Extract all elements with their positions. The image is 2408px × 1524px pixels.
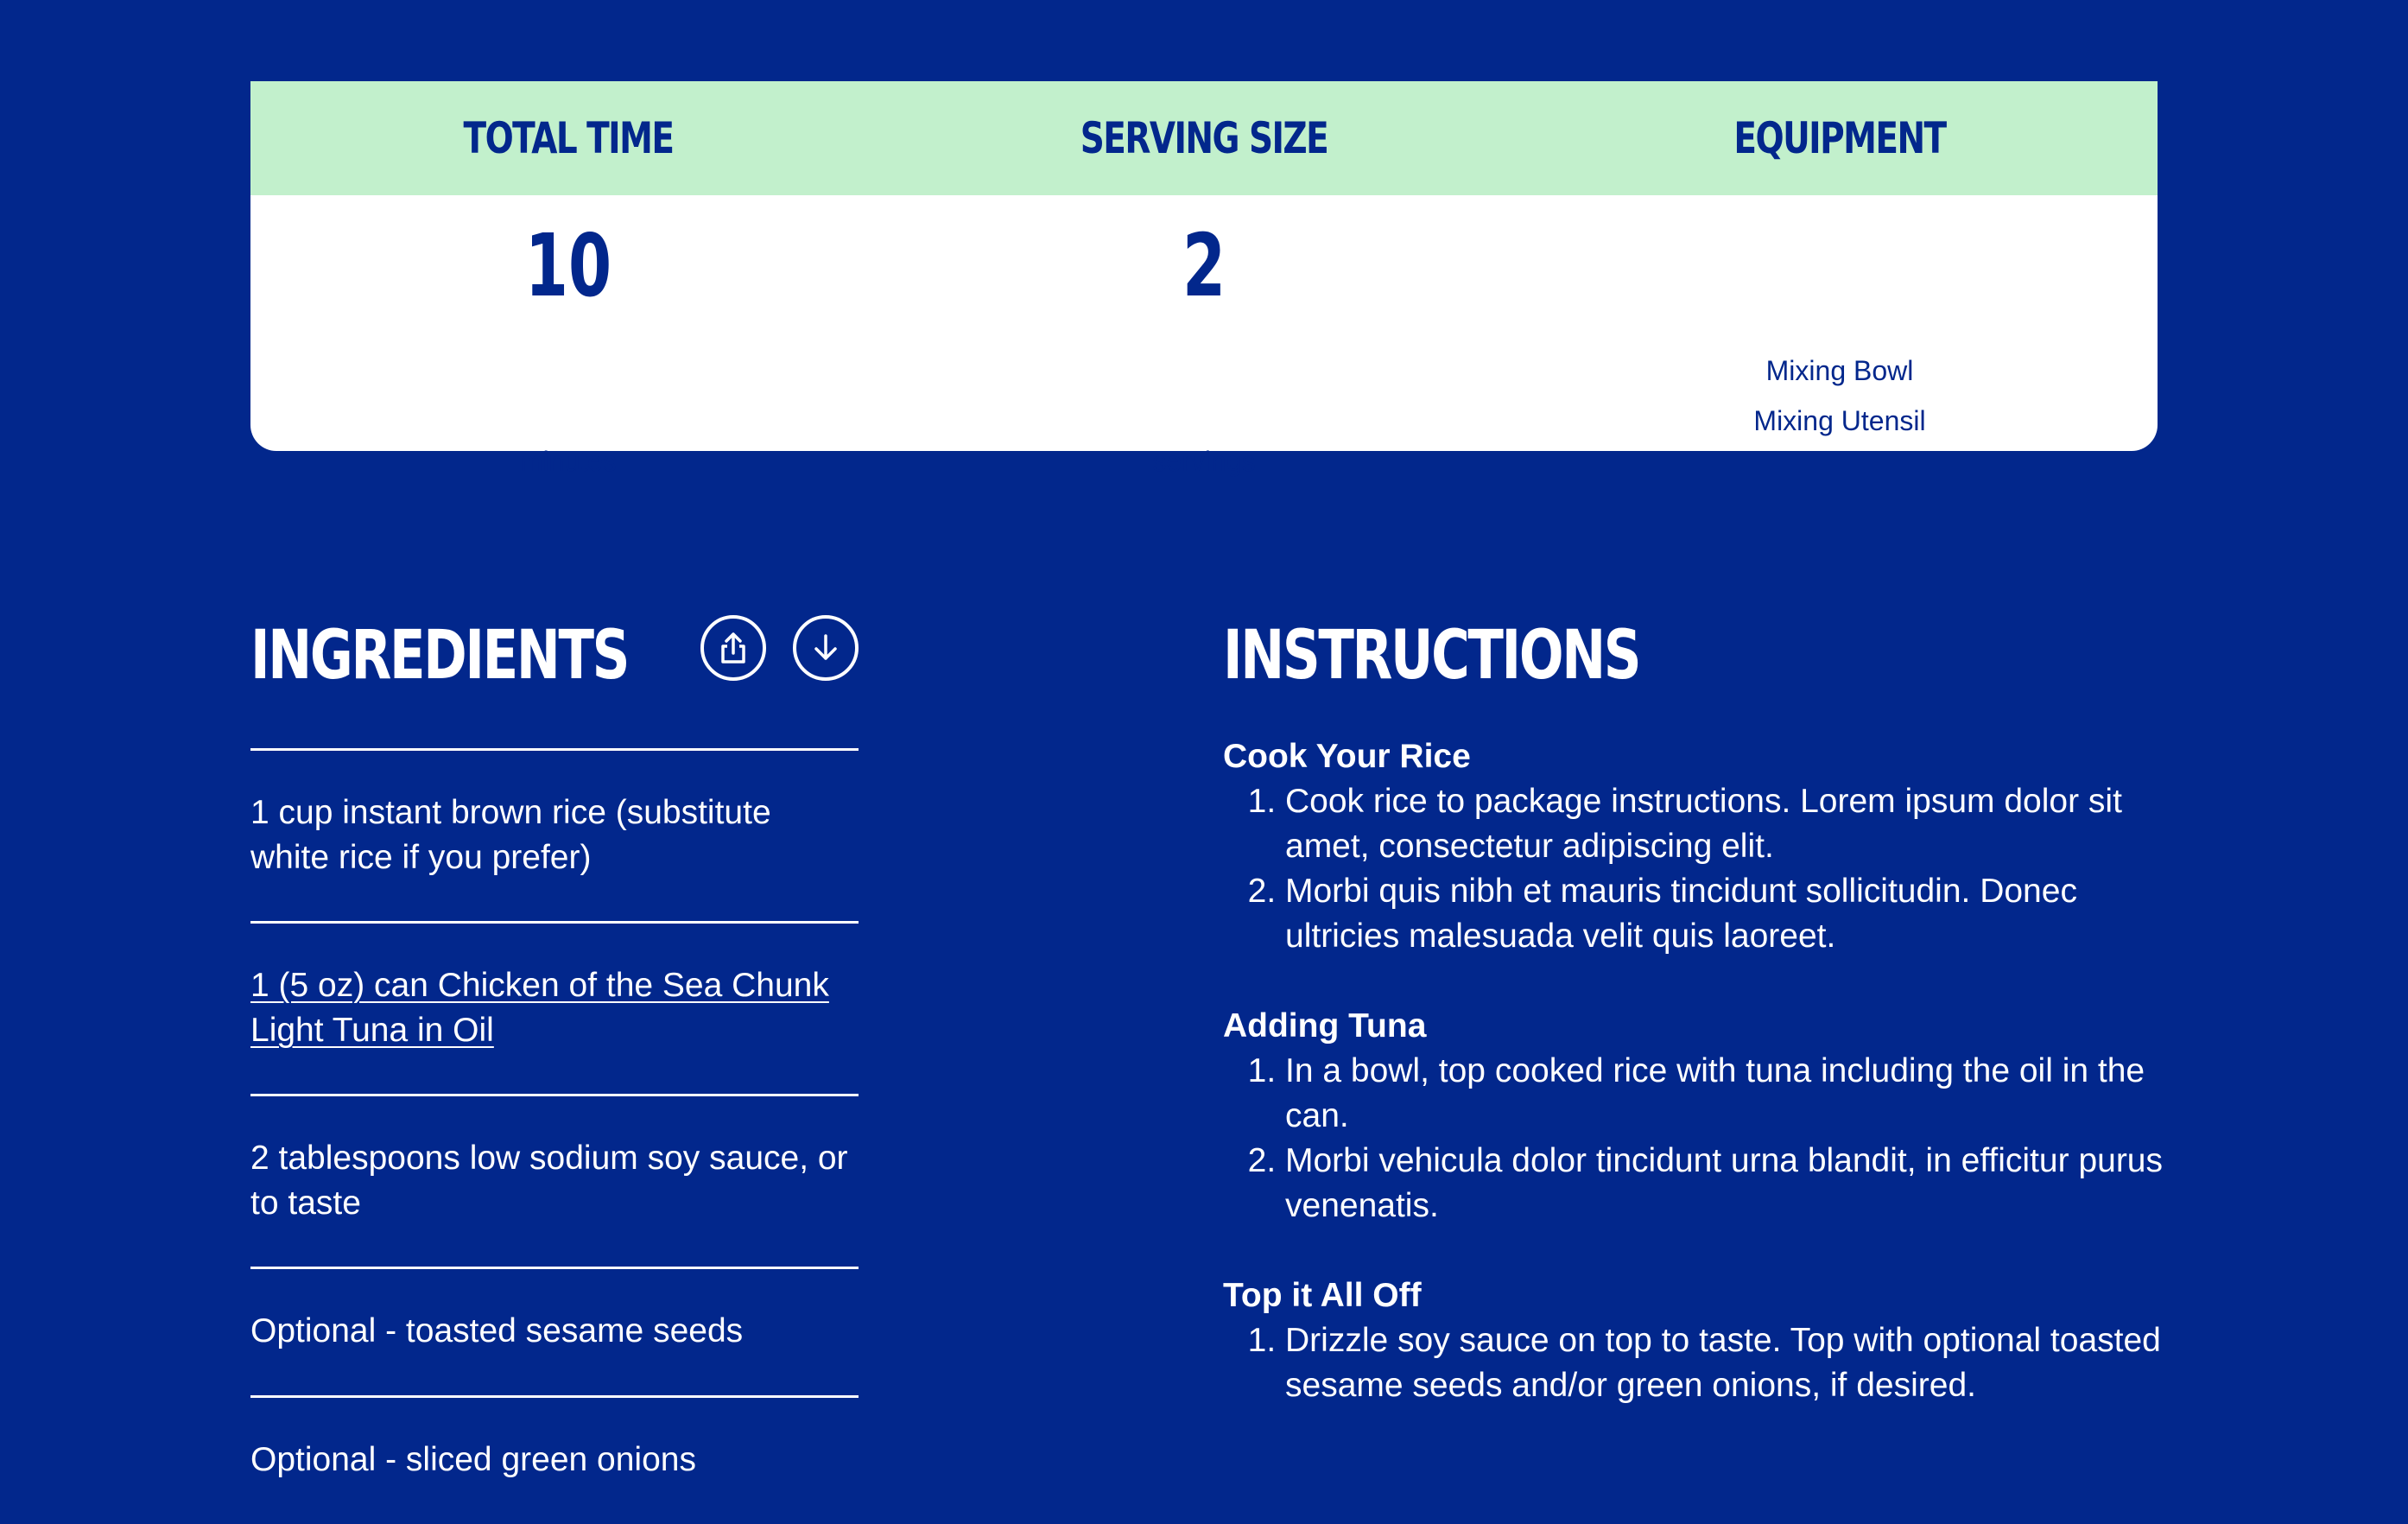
ingredient-item [250, 1267, 859, 1395]
instructions-title: INSTRUCTIONS [1223, 617, 1640, 695]
recipe-summary-card [250, 81, 2158, 477]
total-time-unit: minutes [519, 446, 618, 477]
equipment-item: Mixing Bowl [1765, 355, 1914, 386]
step-group-heading: Cook Your Rice [1223, 738, 1471, 775]
ingredient-item [250, 921, 859, 1094]
step-item: 2. Morbi quis nibh et mauris tincidunt sollicitudin. Donec ultricies malesuada velit quis laoreet. [1285, 869, 2164, 959]
ingredients-title: INGREDIENTS [250, 617, 629, 695]
total-time-heading: TOTAL TIME [463, 113, 674, 163]
step-list [1223, 1049, 2164, 1229]
step-item: 1. Drizzle soy sauce on top to taste. Top with optional toasted sesame seeds and/or green onions, if desired. [1285, 1318, 2164, 1408]
share-icon [714, 629, 752, 667]
equipment-heading: EQUIPMENT [1733, 113, 1946, 163]
serving-size-value: 2 [1182, 215, 1226, 316]
ingredient-text: Optional - sliced green onions [250, 1441, 696, 1478]
serving-size-column [886, 81, 1522, 477]
total-time-value: 10 [524, 215, 612, 316]
download-button[interactable] [793, 615, 859, 681]
serving-size-heading: SERVING SIZE [1080, 113, 1328, 163]
ingredient-item [250, 748, 859, 921]
equipment-list [1522, 346, 2158, 446]
download-icon [807, 629, 845, 667]
step-group-heading: Adding Tuna [1223, 1007, 1427, 1045]
ingredient-text: 2 tablespoons low sodium soy sauce, or to taste [250, 1140, 848, 1222]
step-item: 1. In a bowl, top cooked rice with tuna including the oil in the can. [1285, 1049, 2164, 1139]
total-time-column [250, 81, 886, 477]
ingredient-text: 1 cup instant brown rice (substitute white rice if you prefer) [250, 794, 771, 876]
step-group-heading: Top it All Off [1223, 1277, 1422, 1314]
equipment-item: Mixing Utensil [1753, 405, 1926, 436]
equipment-column [1522, 81, 2158, 451]
step-group-adding-tuna [1223, 1004, 2164, 1229]
serving-size-unit: servings [1152, 446, 1256, 477]
ingredient-product-link[interactable]: 1 (5 oz) can Chicken of the Sea Chunk Light Tuna in Oil [250, 967, 829, 1049]
step-item: 2. Morbi vehicula dolor tincidunt urna blandit, in efficitur purus venenatis. [1285, 1139, 2164, 1229]
ingredient-item [250, 1094, 859, 1267]
ingredients-list [250, 748, 859, 1524]
step-group-cook-rice [1223, 734, 2164, 959]
ingredient-text: Optional - toasted sesame seeds [250, 1312, 744, 1349]
step-group-top-it-all-off [1223, 1273, 2164, 1408]
step-item: 1. Cook rice to package instructions. Lorem ipsum dolor sit amet, consectetur adipiscing elit. [1285, 779, 2164, 869]
ingredient-item [250, 1395, 859, 1524]
step-list [1223, 1318, 2164, 1408]
share-button[interactable] [700, 615, 766, 681]
step-list [1223, 779, 2164, 959]
instructions-body [1223, 734, 2164, 1453]
